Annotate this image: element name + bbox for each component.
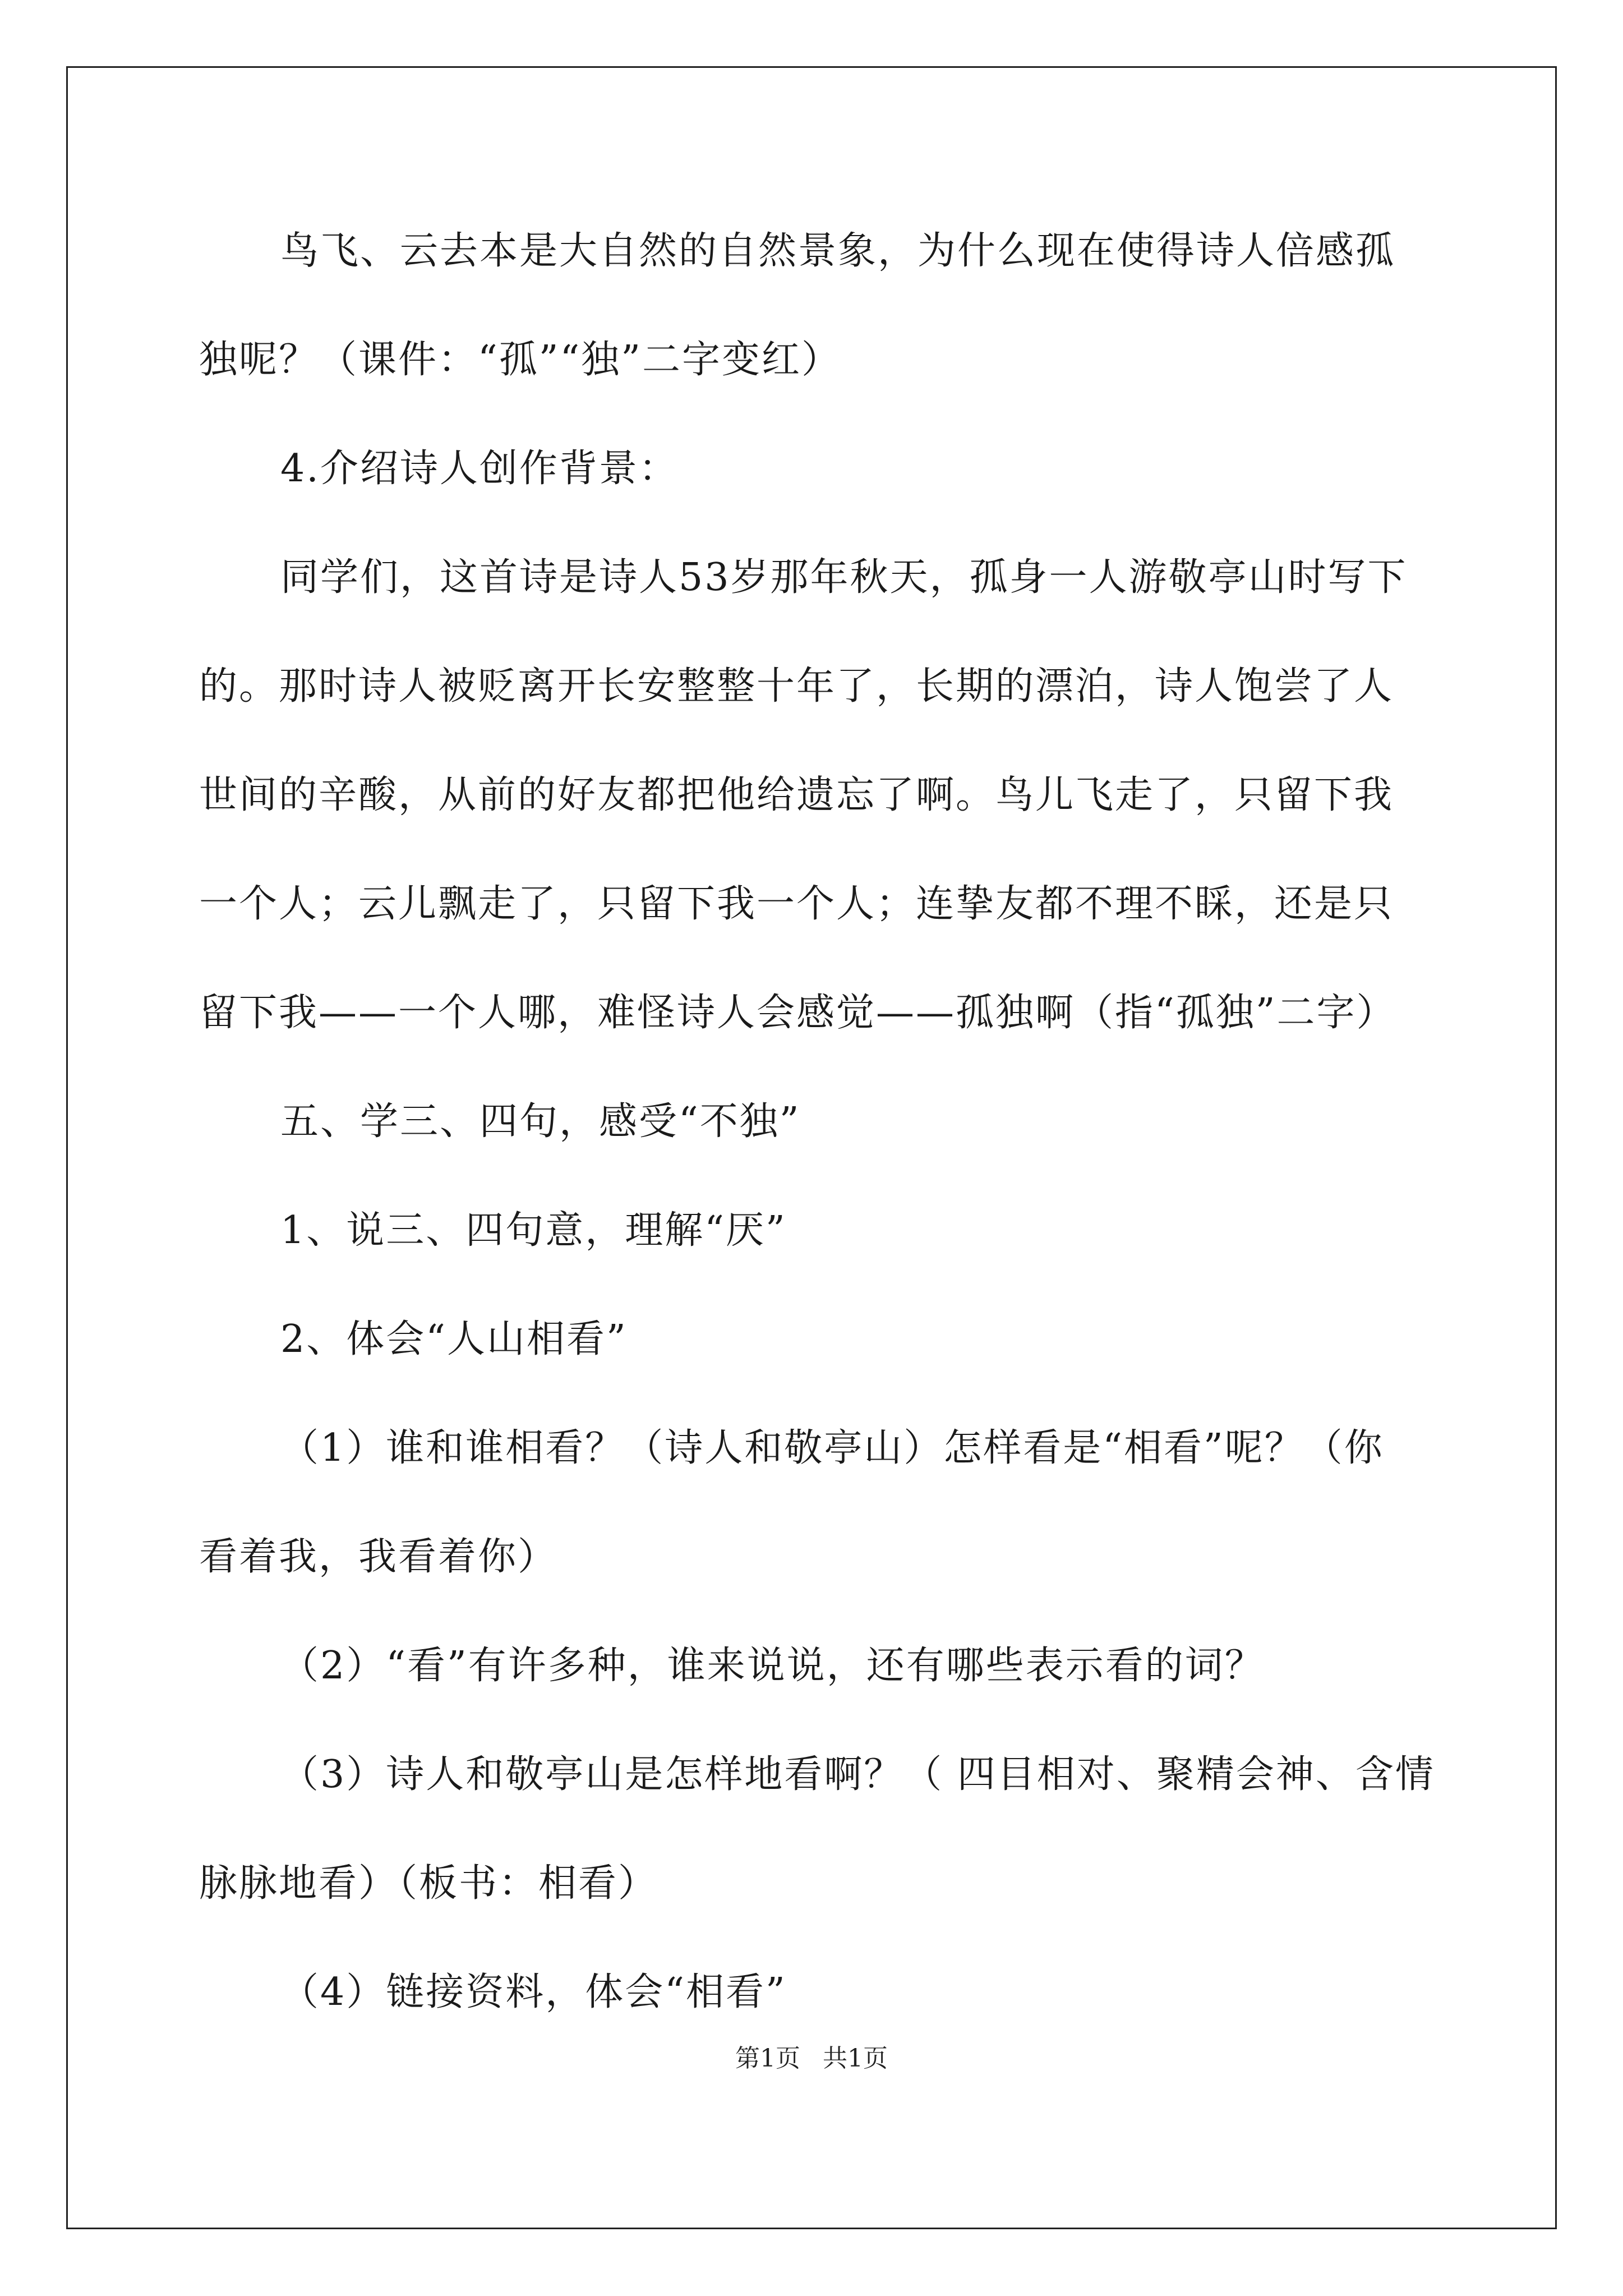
sub-item-2: 2、体会“人山相看”: [280, 1317, 628, 1361]
paragraph-line-6: 一个人；云儿飘走了，只留下我一个人；连挚友都不理不睬，还是只: [199, 882, 1394, 926]
sub-item-1: 1、说三、四句意，理解“厌”: [280, 1208, 787, 1253]
question-2: （2）“看”有许多种，谁来说说，还有哪些表示看的词？: [280, 1644, 1265, 1688]
paragraph-line-3: 同学们，这首诗是诗人53岁那年秋天，孤身一人游敬亭山时写下: [280, 555, 1408, 600]
page-number: 第1页: [735, 2044, 800, 2073]
question-3-line-1: （3）诗人和敬亭山是怎样地看啊？（ 四目相对、聚精会神、含情: [280, 1752, 1435, 1797]
page-footer: [0, 2043, 1623, 2074]
paragraph-line-2: 独呢？（课件：“孤”“独”二字变红）: [199, 338, 842, 382]
paragraph-line-5: 世间的辛酸，从前的好友都把他给遗忘了啊。鸟儿飞走了，只留下我: [199, 773, 1394, 817]
section-heading-4: 4.介绍诗人创作背景：: [280, 447, 679, 491]
question-1-line-1: （1）谁和谁相看？（诗人和敬亭山）怎样看是“相看”呢？（你: [280, 1426, 1384, 1470]
section-heading-5: 五、学三、四句，感受“不独”: [280, 1099, 801, 1144]
paragraph-line-1: 鸟飞、云去本是大自然的自然景象，为什么现在使得诗人倍感孤: [280, 229, 1396, 273]
question-1-line-2: 看着我，我看着你）: [199, 1535, 558, 1579]
question-4: （4）链接资料，体会“相看”: [280, 1970, 787, 2014]
paragraph-line-4: 的。那时诗人被贬离开长安整整十年了，长期的漂泊，诗人饱尝了人: [199, 664, 1394, 708]
paragraph-line-7: 留下我——一个人哪，难怪诗人会感觉——孤独啊（指“孤独”二字）: [199, 991, 1396, 1035]
question-3-line-2: 脉脉地看）（板书：相看）: [199, 1861, 658, 1906]
page-total: 共1页: [823, 2044, 888, 2073]
